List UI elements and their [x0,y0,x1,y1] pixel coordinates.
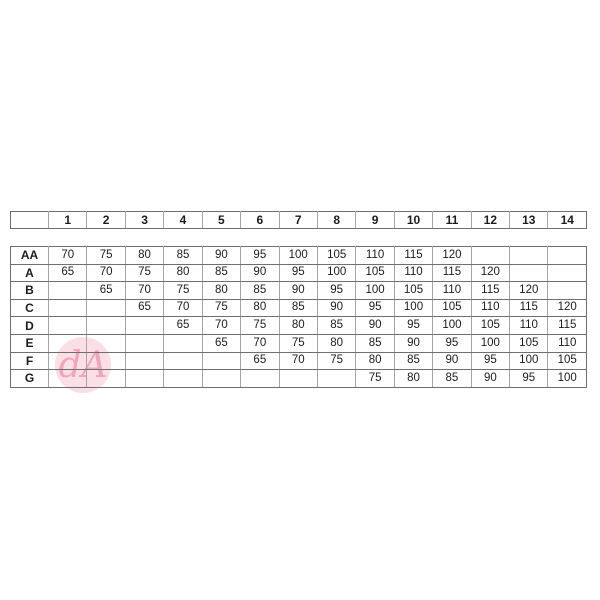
size-value-cell [510,247,548,265]
size-value-cell: 90 [202,247,240,265]
size-value-cell: 90 [394,334,432,352]
size-value-cell: 90 [356,317,394,335]
size-value-cell: 85 [279,299,317,317]
size-value-cell: 120 [471,264,509,282]
size-value-cell: 90 [317,299,355,317]
row-label-cell: C [11,299,49,317]
column-header-cell: 12 [471,212,509,229]
column-header-cell: 13 [510,212,548,229]
size-value-cell: 100 [510,352,548,370]
size-value-cell: 80 [202,282,240,300]
size-value-cell: 80 [394,370,432,388]
size-value-cell [49,370,87,388]
size-value-cell: 90 [471,370,509,388]
column-header-cell: 6 [241,212,279,229]
corner-cell [11,212,49,229]
row-label-cell: G [11,370,49,388]
size-value-cell: 100 [471,334,509,352]
table-row [11,264,587,282]
size-value-cell: 75 [241,317,279,335]
size-value-cell: 110 [471,299,509,317]
size-value-cell [87,317,125,335]
size-value-cell: 105 [471,317,509,335]
size-value-cell: 110 [548,334,587,352]
row-label-cell: B [11,282,49,300]
size-value-cell: 115 [394,247,432,265]
size-value-cell: 120 [548,299,587,317]
size-value-cell: 100 [548,370,587,388]
row-label-cell: AA [11,247,49,265]
size-value-cell: 100 [394,299,432,317]
size-value-cell: 95 [279,264,317,282]
size-value-cell: 115 [471,282,509,300]
size-value-cell: 110 [510,317,548,335]
size-value-cell: 100 [356,282,394,300]
size-value-cell: 120 [510,282,548,300]
size-value-cell: 85 [164,247,202,265]
size-value-cell: 80 [279,317,317,335]
column-header-cell: 7 [279,212,317,229]
size-value-cell [87,334,125,352]
size-value-cell: 75 [125,264,163,282]
table-row [11,317,587,335]
size-value-cell: 110 [356,247,394,265]
size-value-cell: 70 [241,334,279,352]
column-header-cell: 1 [49,212,87,229]
column-header-cell: 11 [433,212,471,229]
size-value-cell [125,352,163,370]
size-value-cell: 95 [433,334,471,352]
table-row [11,247,587,265]
size-value-cell: 85 [356,334,394,352]
size-value-cell: 95 [241,247,279,265]
size-value-cell: 70 [164,299,202,317]
column-header-cell: 9 [356,212,394,229]
size-value-cell [49,317,87,335]
size-value-cell: 80 [125,247,163,265]
size-value-cell [125,370,163,388]
size-value-cell: 105 [356,264,394,282]
size-value-cell: 85 [317,317,355,335]
column-header-cell: 14 [548,212,587,229]
size-value-cell: 100 [317,264,355,282]
size-value-cell: 110 [394,264,432,282]
size-value-cell [87,299,125,317]
size-value-cell: 90 [241,264,279,282]
size-value-cell: 95 [317,282,355,300]
size-value-cell: 105 [317,247,355,265]
size-value-cell: 80 [241,299,279,317]
size-value-cell [125,317,163,335]
size-value-cell [548,264,587,282]
size-value-cell: 65 [241,352,279,370]
size-value-cell [164,370,202,388]
size-value-cell: 70 [49,247,87,265]
size-value-cell: 85 [433,370,471,388]
size-value-cell [510,264,548,282]
size-value-cell: 90 [433,352,471,370]
row-label-cell: D [11,317,49,335]
size-value-cell: 95 [356,299,394,317]
size-value-cell [49,334,87,352]
size-value-cell [317,370,355,388]
size-value-cell [87,352,125,370]
size-matrix-body [11,247,587,388]
size-value-cell [471,247,509,265]
size-value-cell: 105 [433,299,471,317]
size-value-cell [202,370,240,388]
table-row [11,370,587,388]
size-value-cell: 90 [279,282,317,300]
size-value-cell: 100 [433,317,471,335]
size-value-cell: 85 [394,352,432,370]
size-value-cell: 70 [202,317,240,335]
size-value-cell: 105 [394,282,432,300]
size-value-cell: 70 [125,282,163,300]
column-header-cell: 4 [164,212,202,229]
size-value-cell [548,282,587,300]
size-value-cell: 85 [202,264,240,282]
size-value-cell: 65 [49,264,87,282]
header-row [11,212,587,229]
size-value-cell: 115 [433,264,471,282]
column-header-cell: 8 [317,212,355,229]
size-value-cell: 65 [202,334,240,352]
table-row [11,299,587,317]
size-value-cell: 75 [87,247,125,265]
size-value-cell [49,299,87,317]
size-number-header-table [10,211,587,229]
row-label-cell: E [11,334,49,352]
size-value-cell: 75 [317,352,355,370]
size-matrix-table [10,246,587,388]
column-header-cell: 2 [87,212,125,229]
size-value-cell: 75 [164,282,202,300]
table-row [11,282,587,300]
watermark-monogram-text: dA [58,345,108,386]
column-header-cell: 5 [202,212,240,229]
table-row [11,352,587,370]
size-value-cell [241,370,279,388]
size-value-cell: 75 [279,334,317,352]
size-value-cell: 65 [125,299,163,317]
size-value-cell: 95 [510,370,548,388]
size-value-cell: 70 [87,264,125,282]
size-value-cell: 70 [279,352,317,370]
row-label-cell: F [11,352,49,370]
size-value-cell: 75 [356,370,394,388]
column-header-cell: 10 [394,212,432,229]
size-value-cell: 100 [279,247,317,265]
size-value-cell: 65 [164,317,202,335]
size-value-cell [164,352,202,370]
size-value-cell: 120 [433,247,471,265]
size-value-cell: 105 [510,334,548,352]
size-value-cell [125,334,163,352]
size-value-cell: 110 [433,282,471,300]
size-value-cell [49,282,87,300]
size-value-cell [164,334,202,352]
size-value-cell [548,247,587,265]
size-value-cell: 80 [164,264,202,282]
row-label-cell: A [11,264,49,282]
size-value-cell: 80 [356,352,394,370]
size-value-cell [202,352,240,370]
size-value-cell: 95 [394,317,432,335]
size-value-cell: 105 [548,352,587,370]
size-value-cell: 115 [548,317,587,335]
size-value-cell: 80 [317,334,355,352]
size-value-cell: 75 [202,299,240,317]
size-value-cell: 65 [87,282,125,300]
table-row [11,334,587,352]
size-value-cell: 115 [510,299,548,317]
size-value-cell [87,370,125,388]
size-value-cell: 95 [471,352,509,370]
size-value-cell [49,352,87,370]
column-header-cell: 3 [125,212,163,229]
size-value-cell [279,370,317,388]
size-value-cell: 85 [241,282,279,300]
